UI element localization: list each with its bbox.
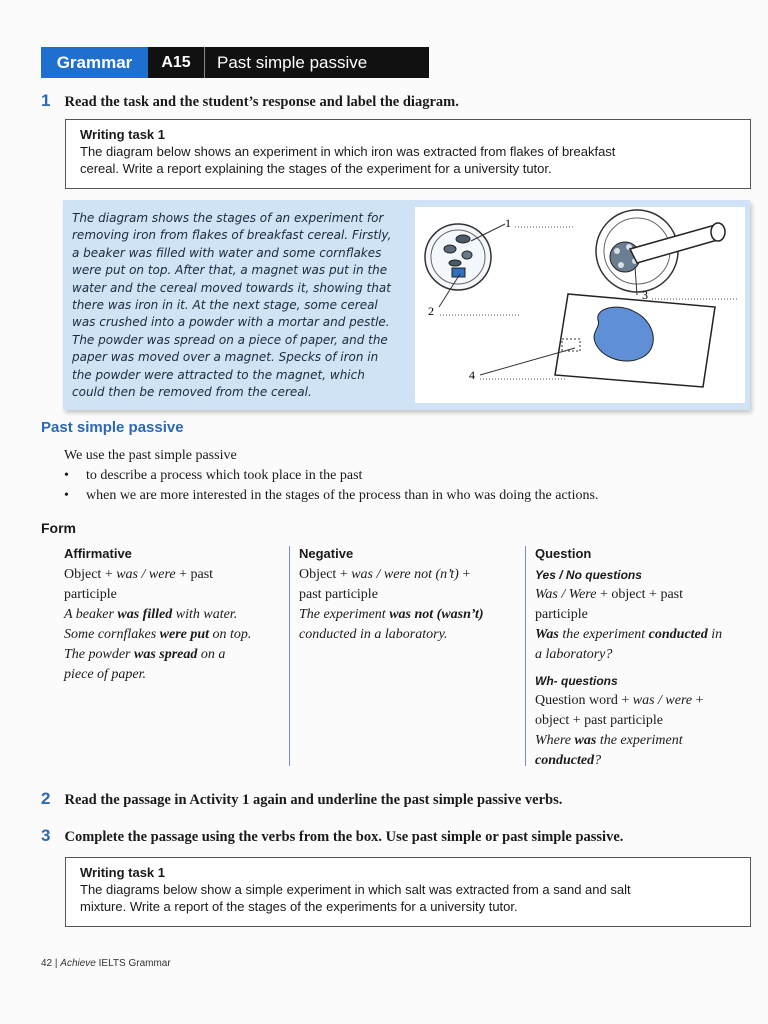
task-line: mixture. Write a report of the stages of the experiments for a university tutor.	[80, 899, 518, 914]
activity-number: 2	[41, 789, 51, 808]
response-line: could then be removed from the cereal.	[72, 385, 312, 400]
writing-task-box	[65, 119, 751, 189]
column-title: Affirmative	[64, 546, 132, 561]
writing-task-box	[65, 857, 751, 927]
diagram-label-2: 2	[428, 304, 434, 318]
response-line: removing iron from flakes of breakfast cereal. Firstly,	[72, 228, 392, 243]
response-line: the powder were attracted to the magnet, which	[72, 367, 365, 382]
bullet-text: when we are more interested in the stages of the process than in who was doing the actions.	[86, 488, 599, 503]
activity-3-heading	[41, 826, 623, 846]
response-line: a beaker was filled with water and some cornflakes	[72, 245, 382, 260]
affirmative-column: Affirmative Object + was / were + past participle A beaker was filled with water. Some cornflakes were put on top. The powder was spread on a piece of paper.	[64, 544, 279, 685]
unit-header	[41, 47, 429, 78]
student-response-text	[72, 210, 412, 401]
section-intro: We use the past simple passive	[64, 448, 237, 463]
activity-instruction: Read the passage in Activity 1 again and underline the past simple passive verbs.	[64, 792, 563, 808]
negative-column: Negative Object + was / were not (n’t) + past participle The experiment was not (wasn’t) conducted in a laboratory.	[299, 544, 519, 645]
beaker-illustration	[425, 224, 491, 290]
experiment-diagram	[415, 207, 745, 403]
activity-1-heading	[41, 91, 459, 111]
wh-title: Wh- questions	[535, 674, 618, 688]
task-line: The diagram below shows an experiment in which iron was extracted from flakes of breakfast	[80, 144, 616, 159]
column-title: Question	[535, 546, 592, 561]
task-line: The diagrams below show a simple experiment in which salt was extracted from a sand and salt	[80, 882, 631, 897]
response-line: there was iron in it. At the next stage, some cereal	[72, 298, 378, 313]
book-title: Achieve	[60, 958, 96, 969]
activity-instruction: Complete the passage using the verbs from the box. Use past simple or past simple passive.	[64, 829, 624, 845]
response-line: were put on top. After that, a magnet was put in the	[72, 263, 388, 278]
diagram-label-1: 1	[505, 216, 511, 230]
response-line: The powder was spread on a piece of paper, and the	[72, 332, 388, 347]
page-footer: 42 | Achieve IELTS Grammar	[41, 958, 171, 969]
bullet-text: to describe a process which took place in the past	[86, 468, 363, 483]
activity-number: 1	[41, 91, 51, 110]
diagram-svg	[415, 207, 745, 403]
task-line: cereal. Write a report explaining the stages of the experiment for a university tutor.	[80, 161, 552, 176]
activity-number: 3	[41, 826, 51, 845]
activity-2-heading	[41, 789, 562, 809]
unit-category: Grammar	[41, 47, 148, 78]
yes-no-title: Yes / No questions	[535, 568, 642, 582]
column-divider	[525, 546, 526, 766]
bullet-item: • to describe a process which took place in the past	[64, 468, 363, 483]
column-divider	[289, 546, 290, 766]
response-line: paper was moved over a magnet. Specks of iron in	[72, 350, 379, 365]
task-title: Writing task 1	[80, 127, 166, 142]
response-line: The diagram shows the stages of an experiment for	[72, 211, 384, 225]
activity-instruction: Read the task and the student’s response and label the diagram.	[64, 94, 459, 110]
bullet-item: • when we are more interested in the stages of the process than in who was doing the actions.	[64, 488, 599, 503]
section-heading: Past simple passive	[41, 419, 184, 436]
paper-magnet-illustration	[555, 294, 715, 387]
question-column: Question Yes / No questions Was / Were + object + past participle Was the experiment conducted in a laboratory? Wh- questions Question word + was / were + object + past participle Where was the experiment conducted?	[535, 544, 760, 771]
task-title: Writing task 1	[80, 865, 166, 880]
diagram-label-3: 3	[642, 288, 648, 302]
unit-title: Past simple passive	[205, 47, 429, 78]
response-line: water and the cereal moved towards it, showing that	[72, 280, 391, 295]
form-heading: Form	[41, 520, 76, 536]
page-number: 42	[41, 958, 53, 969]
mortar-pestle-illustration	[596, 210, 725, 292]
response-line: was crushed into a powder with a mortar and pestle.	[72, 315, 390, 330]
diagram-label-4: 4	[469, 368, 475, 382]
unit-code: A15	[148, 47, 205, 78]
column-title: Negative	[299, 546, 354, 561]
